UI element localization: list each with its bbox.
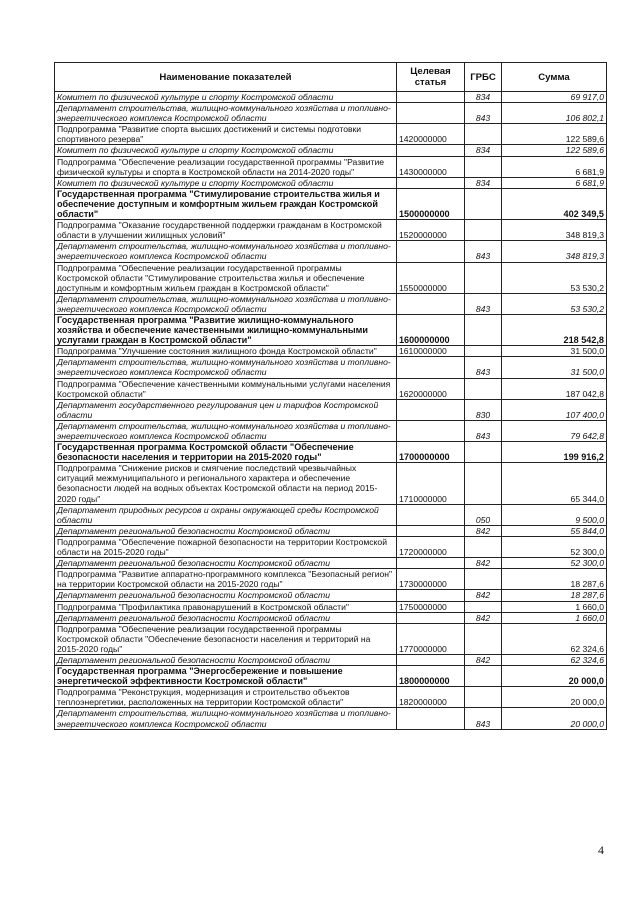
cell-grbs: 842 xyxy=(465,590,502,601)
cell-article: 1730000000 xyxy=(397,569,465,590)
cell-name: Подпрограмма "Улучшение состояния жилищного фонда Костромской области" xyxy=(55,346,397,357)
cell-grbs: 830 xyxy=(465,399,502,420)
cell-name: Департамент государственного регулирования цен и тарифов Костромской области xyxy=(55,399,397,420)
cell-grbs xyxy=(465,378,502,399)
cell-name: Подпрограмма "Реконструкция, модернизация и строительство объектов теплоэнергетики, расположенных на территории Костромской области" xyxy=(55,687,397,708)
header-sum: Сумма xyxy=(502,63,607,92)
cell-article xyxy=(397,145,465,156)
cell-name: Департамент строительства, жилищно-коммунального хозяйства и топливно-энергетического комплекса Костромской области xyxy=(55,357,397,378)
cell-grbs: 842 xyxy=(465,558,502,569)
cell-name: Подпрограмма "Обеспечение реализации государственной программы Костромской области "Стимулирование строительства жилья и обеспечение доступным и комфортным жильем граждан в Костромской области" xyxy=(55,262,397,293)
cell-grbs: 842 xyxy=(465,654,502,665)
cell-grbs xyxy=(465,666,502,687)
table-row xyxy=(55,145,607,156)
cell-sum: 402 349,5 xyxy=(502,188,607,219)
cell-article: 1500000000 xyxy=(397,188,465,219)
header-name: Наименование показателей xyxy=(55,63,397,92)
cell-article: 1520000000 xyxy=(397,220,465,241)
cell-article xyxy=(397,103,465,124)
cell-name: Подпрограмма "Профилактика правонарушений в Костромской области" xyxy=(55,601,397,612)
cell-article xyxy=(397,177,465,188)
cell-sum: 1 660,0 xyxy=(502,601,607,612)
budget-table xyxy=(54,62,607,730)
table-row xyxy=(55,92,607,103)
cell-sum: 79 642,8 xyxy=(502,420,607,441)
cell-name: Департамент региональной безопасности Костромской области xyxy=(55,558,397,569)
table-row xyxy=(55,623,607,654)
table-body xyxy=(55,92,607,730)
cell-name: Подпрограмма "Обеспечение пожарной безопасности на территории Костромской области на 2015-2020 годы" xyxy=(55,536,397,557)
cell-article: 1420000000 xyxy=(397,124,465,145)
table-row xyxy=(55,558,607,569)
cell-article: 1710000000 xyxy=(397,463,465,504)
cell-sum: 20 000,0 xyxy=(502,666,607,687)
table-row xyxy=(55,293,607,314)
cell-sum: 20 000,0 xyxy=(502,708,607,729)
table-row xyxy=(55,241,607,262)
cell-article: 1620000000 xyxy=(397,378,465,399)
cell-name: Подпрограмма "Развитие спорта высших достижений и системы подготовки спортивного резерва" xyxy=(55,124,397,145)
cell-grbs xyxy=(465,124,502,145)
cell-article xyxy=(397,241,465,262)
cell-name: Государственная программа "Энергосбережение и повышение энергетической эффективности Костромской области" xyxy=(55,666,397,687)
cell-article xyxy=(397,399,465,420)
cell-name: Департамент строительства, жилищно-коммунального хозяйства и топливно-энергетического комплекса Костромской области xyxy=(55,241,397,262)
cell-grbs xyxy=(465,262,502,293)
cell-grbs xyxy=(465,623,502,654)
cell-sum: 65 344,0 xyxy=(502,463,607,504)
cell-article xyxy=(397,708,465,729)
cell-grbs xyxy=(465,569,502,590)
cell-name: Подпрограмма "Оказание государственной поддержки гражданам в Костромской области в улучшении жилищных условий" xyxy=(55,220,397,241)
cell-grbs xyxy=(465,463,502,504)
cell-article xyxy=(397,293,465,314)
cell-name: Департамент региональной безопасности Костромской области xyxy=(55,590,397,601)
cell-sum: 53 530,2 xyxy=(502,293,607,314)
table-row xyxy=(55,357,607,378)
cell-article xyxy=(397,504,465,525)
cell-sum: 62 324,6 xyxy=(502,654,607,665)
cell-sum: 348 819,3 xyxy=(502,220,607,241)
table-row xyxy=(55,262,607,293)
cell-sum: 18 287,6 xyxy=(502,569,607,590)
table-row xyxy=(55,442,607,463)
cell-sum: 20 000,0 xyxy=(502,687,607,708)
cell-grbs xyxy=(465,314,502,345)
table-row xyxy=(55,124,607,145)
cell-grbs: 843 xyxy=(465,293,502,314)
table-row xyxy=(55,654,607,665)
cell-name: Комитет по физической культуре и спорту Костромской области xyxy=(55,177,397,188)
cell-article: 1700000000 xyxy=(397,442,465,463)
cell-name: Подпрограмма "Снижение рисков и смягчение последствий чрезвычайных ситуаций межмуниципального и регионального характера и обеспечение безопасности людей на водных объектах Костромской области на период 2015-2020 годы" xyxy=(55,463,397,504)
cell-name: Комитет по физической культуре и спорту Костромской области xyxy=(55,145,397,156)
cell-grbs: 050 xyxy=(465,504,502,525)
table-row xyxy=(55,536,607,557)
table-row xyxy=(55,103,607,124)
table-row xyxy=(55,346,607,357)
cell-sum: 6 681,9 xyxy=(502,177,607,188)
table-row xyxy=(55,590,607,601)
cell-grbs: 843 xyxy=(465,103,502,124)
cell-grbs xyxy=(465,687,502,708)
cell-grbs: 843 xyxy=(465,357,502,378)
cell-name: Подпрограмма "Развитие аппаратно-программного комплекса "Безопасный регион" на территории Костромской области на 2015-2020 годы" xyxy=(55,569,397,590)
cell-sum: 31 500,0 xyxy=(502,346,607,357)
cell-sum: 6 681,9 xyxy=(502,156,607,177)
cell-sum: 55 844,0 xyxy=(502,525,607,536)
cell-article xyxy=(397,558,465,569)
table-row xyxy=(55,601,607,612)
cell-article: 1800000000 xyxy=(397,666,465,687)
cell-article: 1600000000 xyxy=(397,314,465,345)
cell-article: 1430000000 xyxy=(397,156,465,177)
table-row xyxy=(55,156,607,177)
cell-sum: 348 819,3 xyxy=(502,241,607,262)
cell-sum: 122 589,6 xyxy=(502,124,607,145)
cell-sum: 18 287,6 xyxy=(502,590,607,601)
cell-article xyxy=(397,357,465,378)
cell-grbs: 834 xyxy=(465,177,502,188)
cell-sum: 62 324,6 xyxy=(502,623,607,654)
cell-sum: 106 802,1 xyxy=(502,103,607,124)
cell-sum: 52 300,0 xyxy=(502,558,607,569)
table-row xyxy=(55,612,607,623)
cell-article xyxy=(397,525,465,536)
table-row xyxy=(55,708,607,729)
cell-sum: 52 300,0 xyxy=(502,536,607,557)
cell-sum: 122 589,6 xyxy=(502,145,607,156)
cell-name: Государственная программа "Развитие жилищно-коммунального хозяйства и обеспечение качественными жилищно-коммунальными услугами граждан в Костромской области" xyxy=(55,314,397,345)
cell-sum: 53 530,2 xyxy=(502,262,607,293)
cell-name: Департамент строительства, жилищно-коммунального хозяйства и топливно-энергетического комплекса Костромской области xyxy=(55,708,397,729)
cell-name: Департамент региональной безопасности Костромской области xyxy=(55,654,397,665)
cell-grbs: 842 xyxy=(465,525,502,536)
cell-grbs: 843 xyxy=(465,708,502,729)
cell-article: 1750000000 xyxy=(397,601,465,612)
cell-article xyxy=(397,612,465,623)
cell-name: Государственная программа "Стимулирование строительства жилья и обеспечение доступным и комфортным жильем граждан Костромской области" xyxy=(55,188,397,219)
cell-grbs xyxy=(465,220,502,241)
header-grbs: ГРБС xyxy=(465,63,502,92)
table-row xyxy=(55,666,607,687)
table-row xyxy=(55,378,607,399)
cell-grbs: 843 xyxy=(465,420,502,441)
table-row xyxy=(55,399,607,420)
cell-name: Департамент строительства, жилищно-коммунального хозяйства и топливно-энергетического комплекса Костромской области xyxy=(55,420,397,441)
cell-name: Подпрограмма "Обеспечение реализации государственной программы Костромской области "Обеспечение безопасности населения и территорий на 2015-2020 годы" xyxy=(55,623,397,654)
cell-article: 1610000000 xyxy=(397,346,465,357)
cell-article: 1820000000 xyxy=(397,687,465,708)
cell-grbs: 834 xyxy=(465,92,502,103)
table-row xyxy=(55,687,607,708)
cell-sum: 31 500,0 xyxy=(502,357,607,378)
cell-grbs: 843 xyxy=(465,241,502,262)
cell-sum: 9 500,0 xyxy=(502,504,607,525)
table-row xyxy=(55,314,607,345)
table-row xyxy=(55,463,607,504)
cell-grbs xyxy=(465,442,502,463)
cell-article: 1720000000 xyxy=(397,536,465,557)
table-row xyxy=(55,220,607,241)
cell-sum: 218 542,8 xyxy=(502,314,607,345)
cell-sum: 1 660,0 xyxy=(502,612,607,623)
cell-article xyxy=(397,590,465,601)
cell-article xyxy=(397,92,465,103)
cell-name: Подпрограмма "Обеспечение качественными коммунальными услугами населения Костромской области" xyxy=(55,378,397,399)
cell-sum: 107 400,0 xyxy=(502,399,607,420)
table-row xyxy=(55,420,607,441)
cell-sum: 69 917,0 xyxy=(502,92,607,103)
cell-name: Комитет по физической культуре и спорту Костромской области xyxy=(55,92,397,103)
table-row xyxy=(55,177,607,188)
table-row xyxy=(55,569,607,590)
cell-grbs: 834 xyxy=(465,145,502,156)
cell-grbs xyxy=(465,346,502,357)
cell-article: 1770000000 xyxy=(397,623,465,654)
cell-grbs xyxy=(465,601,502,612)
cell-grbs xyxy=(465,536,502,557)
cell-grbs xyxy=(465,188,502,219)
cell-name: Департамент природных ресурсов и охраны окружающей среды Костромской области xyxy=(55,504,397,525)
cell-article xyxy=(397,654,465,665)
cell-name: Департамент строительства, жилищно-коммунального хозяйства и топливно-энергетического комплекса Костромской области xyxy=(55,103,397,124)
cell-grbs xyxy=(465,156,502,177)
cell-name: Департамент региональной безопасности Костромской области xyxy=(55,612,397,623)
cell-sum: 187 042,8 xyxy=(502,378,607,399)
cell-article xyxy=(397,420,465,441)
table-header-row xyxy=(55,63,607,92)
table-row xyxy=(55,525,607,536)
cell-grbs: 842 xyxy=(465,612,502,623)
page-number: 4 xyxy=(598,843,604,857)
cell-name: Государственная программа Костромской области "Обеспечение безопасности населения и территории на 2015-2020 годы" xyxy=(55,442,397,463)
table-row xyxy=(55,504,607,525)
table-row xyxy=(55,188,607,219)
cell-article: 1550000000 xyxy=(397,262,465,293)
cell-name: Департамент строительства, жилищно-коммунального хозяйства и топливно-энергетического комплекса Костромской области xyxy=(55,293,397,314)
cell-sum: 199 916,2 xyxy=(502,442,607,463)
cell-name: Департамент региональной безопасности Костромской области xyxy=(55,525,397,536)
cell-name: Подпрограмма "Обеспечение реализации государственной программы "Развитие физической культуры и спорта в Костромской области на 2014-2020 годы" xyxy=(55,156,397,177)
header-article: Целевая статья xyxy=(397,63,465,92)
